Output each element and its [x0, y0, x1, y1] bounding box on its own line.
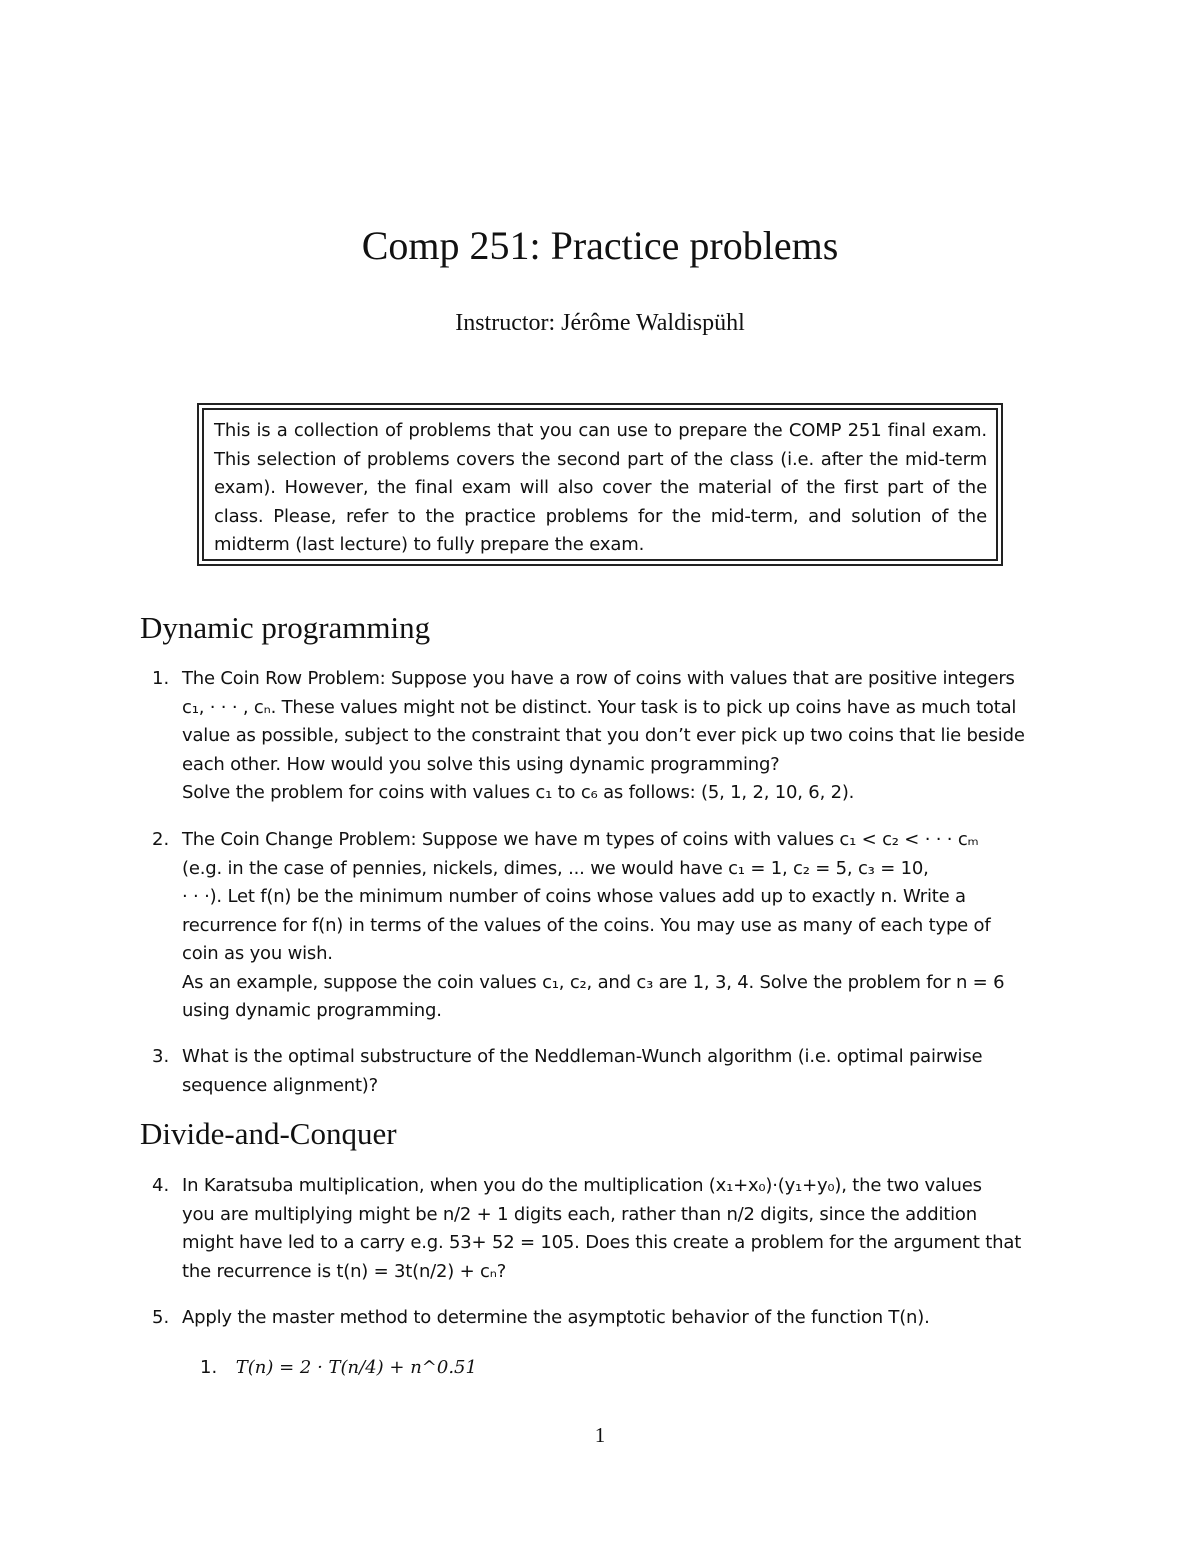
problem-number: 2. [152, 829, 170, 850]
problem-text [182, 665, 1060, 808]
page-number: 1 [594, 1423, 606, 1447]
section-heading-dynamic-programming: Dynamic programming [140, 610, 431, 645]
section-heading-divide-and-conquer: Divide-and-Conquer [140, 1116, 397, 1151]
subitem-number: 1. [200, 1357, 218, 1378]
problem-line: In Karatsuba multiplication, when you do the multiplication (x₁+x₀)·(y₁+y₀), the two values [182, 1175, 982, 1196]
problem-text [182, 1043, 1060, 1100]
notice-text: This is a collection of problems that you can use to prepare the COMP 251 final exam. This selection of problems covers the second part of the class (i.e. after the mid-term exam). However, the final exam will also cover the material of the first part of the class. Please, refer to the practice problems for the mid-term, and solution of the midterm (last lecture) to fully prepare the exam. [202, 408, 998, 561]
problem-number: 1. [152, 668, 170, 689]
problem-number: 4. [152, 1175, 170, 1196]
problem-line: might have led to a carry e.g. 53+ 52 = 105. Does this create a problem for the argument that [182, 1232, 1022, 1253]
document-title: Comp 251: Practice problems [361, 223, 839, 268]
problem-line: coin as you wish. [182, 943, 333, 964]
problem-line: As an example, suppose the coin values c₁, c₂, and c₃ are 1, 3, 4. Solve the problem for n = 6 [182, 971, 1005, 993]
problem-4 [140, 1172, 1060, 1286]
problem-text [182, 826, 1060, 1026]
problem-line: sequence alignment)? [182, 1074, 378, 1096]
problem-line: value as possible, subject to the constraint that you don’t ever pick up two coins that lie beside [182, 725, 1025, 746]
problem-line: · · ·). Let f(n) be the minimum number of coins whose values add up to exactly n. Write a [182, 886, 966, 907]
problem-line: the recurrence is t(n) = 3t(n/2) + cₙ? [182, 1260, 507, 1282]
problem-line: c₁, · · · , cₙ. These values might not be distinct. Your task is to pick up coins have as much total [182, 696, 1017, 718]
problem-5 [140, 1304, 1060, 1333]
problem-line: Solve the problem for coins with values c₁ to c₆ as follows: (5, 1, 2, 10, 6, 2). [182, 782, 855, 803]
problem-line: each other. How would you solve this using dynamic programming? [182, 753, 780, 775]
problem-line: The Coin Change Problem: Suppose we have m types of coins with values c₁ < c₂ < · · · cₘ [182, 829, 979, 850]
problem-line: Apply the master method to determine the asymptotic behavior of the function T(n). [182, 1307, 930, 1328]
problem-line: you are multiplying might be n/2 + 1 digits each, rather than n/2 digits, since the addition [182, 1203, 977, 1225]
notice-box [197, 403, 1003, 566]
problem-1 [140, 665, 1060, 808]
problem-line: recurrence for f(n) in terms of the values of the coins. You may use as many of each type of [182, 914, 991, 936]
problem-2 [140, 826, 1060, 1026]
problem-line: The Coin Row Problem: Suppose you have a row of coins with values that are positive integers [182, 668, 1015, 689]
problem-number: 5. [152, 1307, 170, 1328]
subitem-1 [200, 1354, 477, 1382]
subitem-formula: T(n) = 2 · T(n/4) + n^0.51 [235, 1357, 477, 1378]
problem-line: (e.g. in the case of pennies, nickels, dimes, ... we would have c₁ = 1, c₂ = 5, c₃ = 10, [182, 857, 929, 879]
problem-3 [140, 1043, 1060, 1100]
problem-line: using dynamic programming. [182, 1000, 442, 1021]
problem-text [182, 1304, 1060, 1333]
problem-line: What is the optimal substructure of the Neddleman-Wunch algorithm (i.e. optimal pairwise [182, 1046, 983, 1067]
problem-number: 3. [152, 1046, 170, 1067]
problem-text [182, 1172, 1060, 1286]
instructor-line: Instructor: Jérôme Waldispühl [455, 310, 745, 336]
